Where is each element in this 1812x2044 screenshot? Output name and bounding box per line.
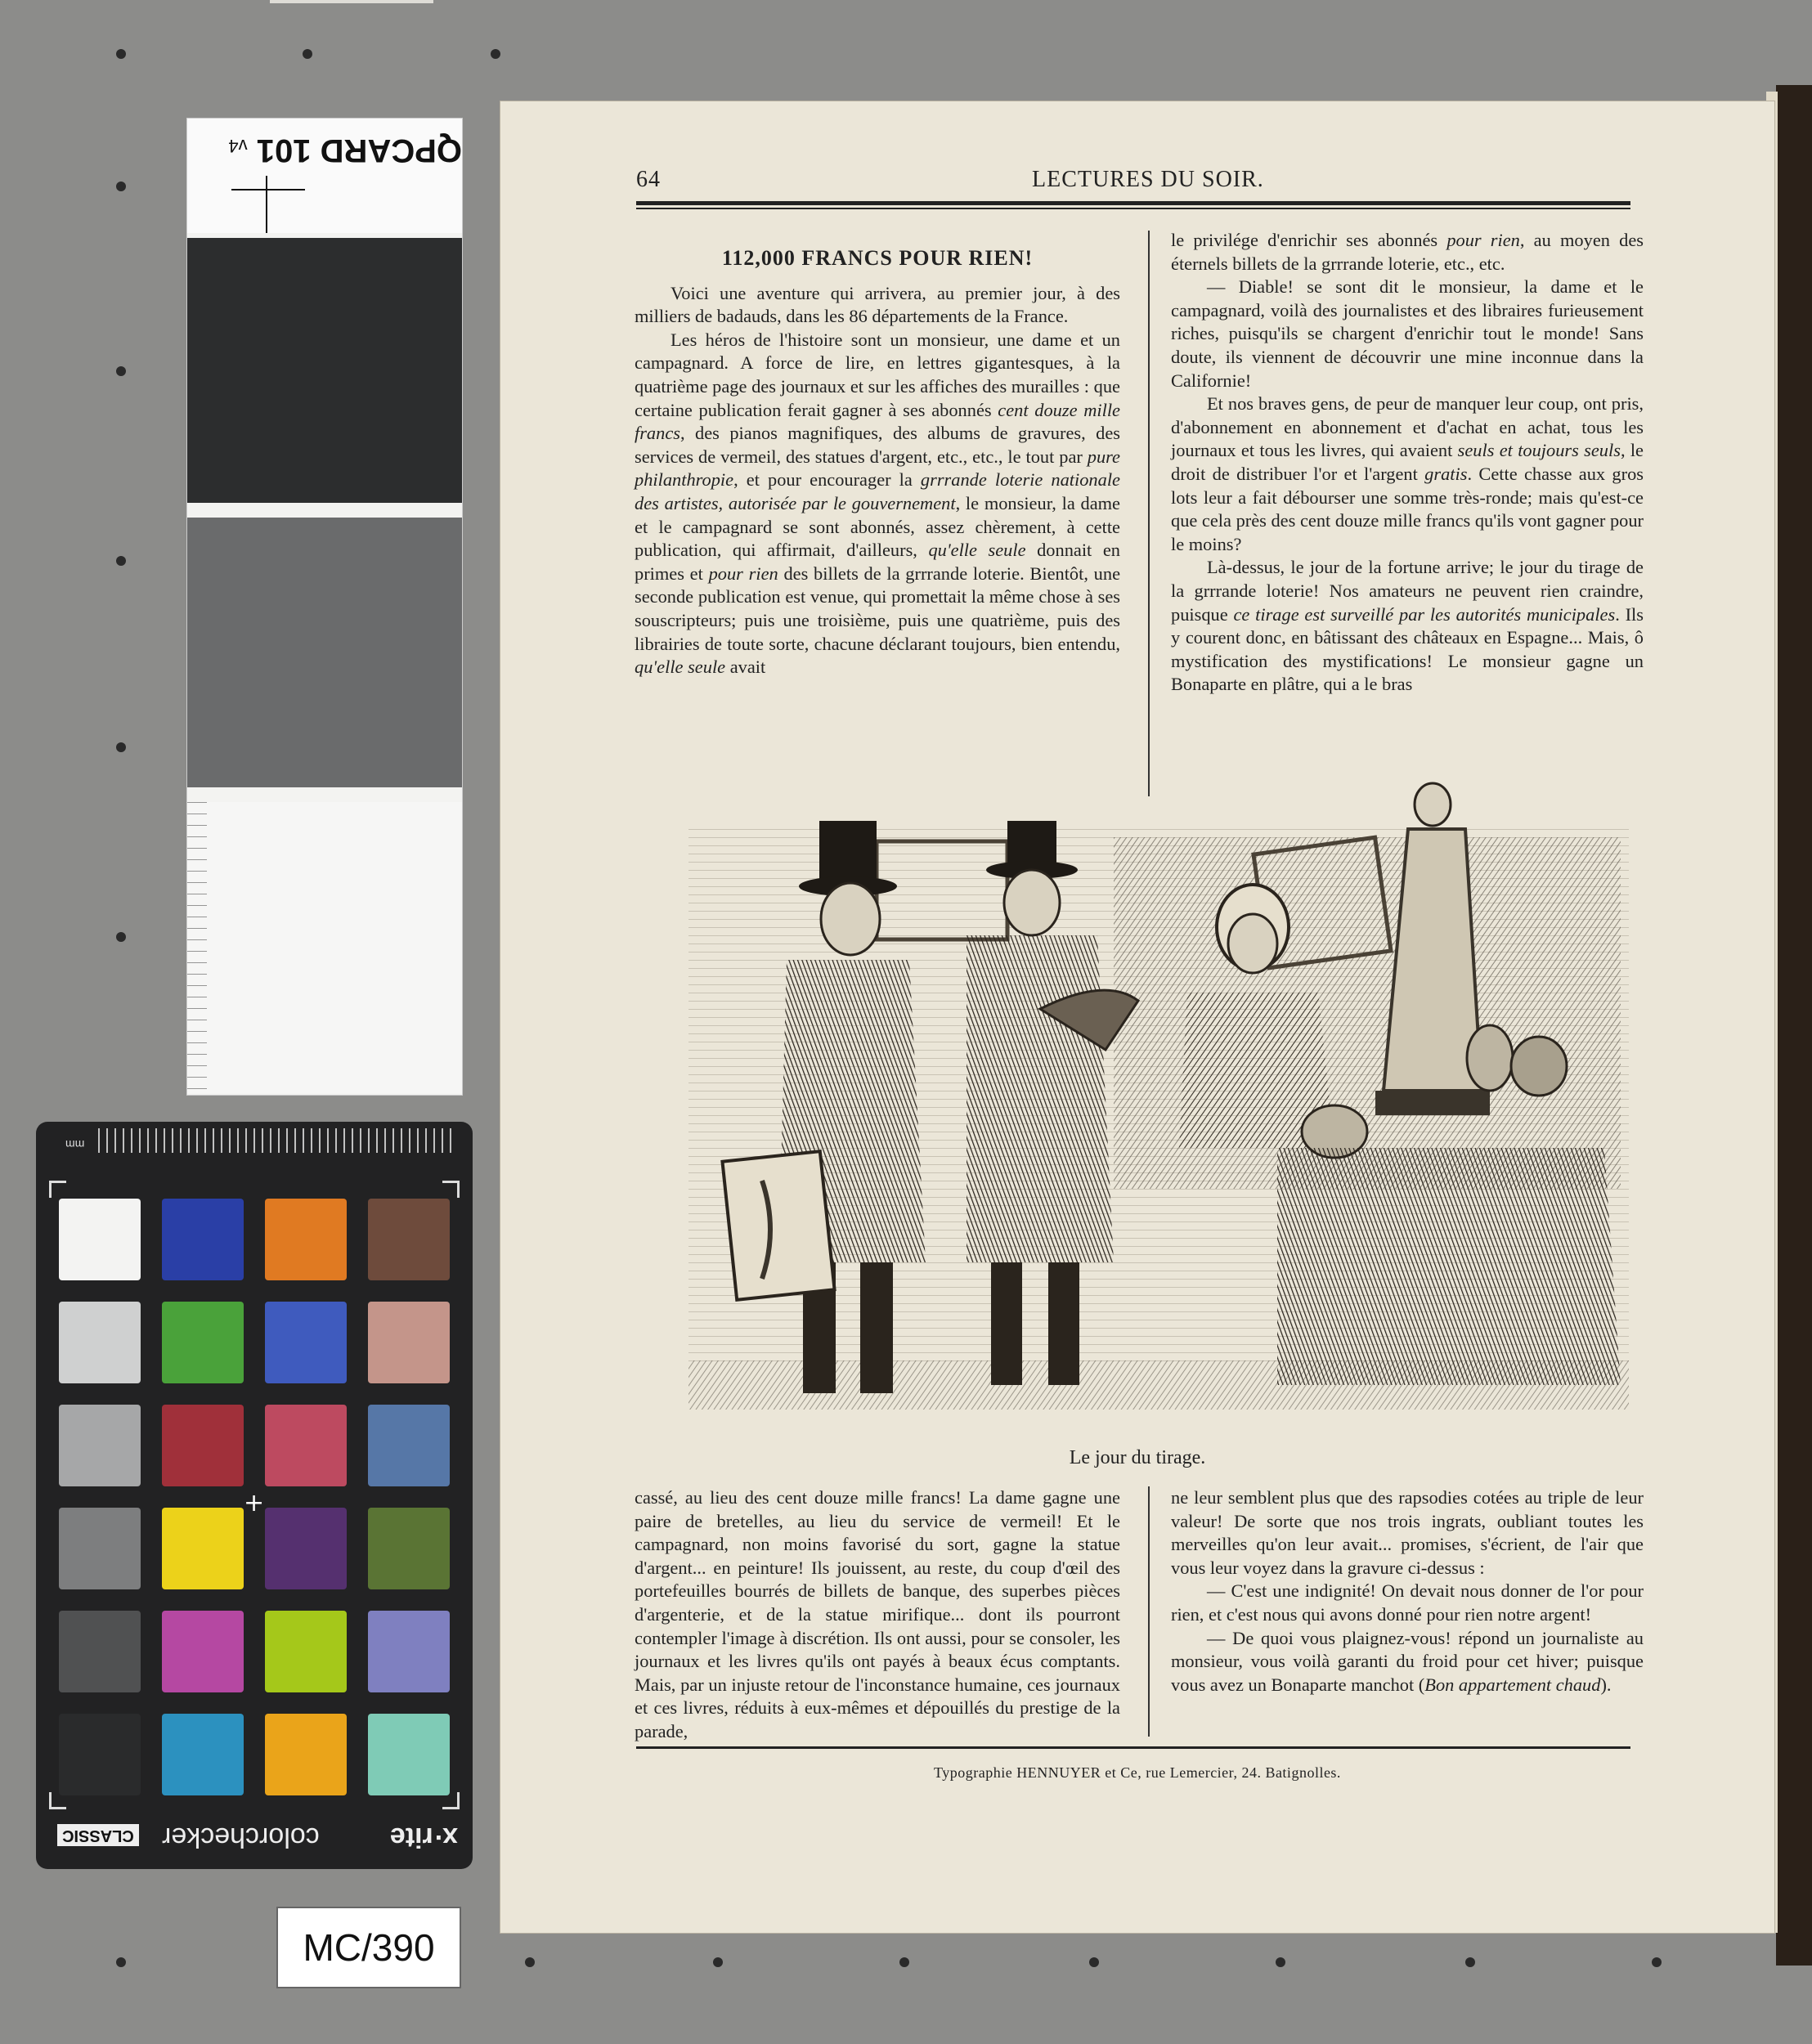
xrite-logo: x·rite bbox=[389, 1822, 458, 1853]
paragraph: cassé, au lieu des cent douze mille francs! La dame gagne une paire de bretelles, au lieu du service de vermeil! Et le campagnard, non moins favorisé du sort, gagne la statue d'argent... en peinture! Ils jouissent, au reste, du coup d'œil des portefeuilles bourrés de billets de banque, des superbes pièces d'argenterie, et de la statue mirifique... dont ils pourront contempler l'image à discrétion. Ils ont aussi, pour se consoler, les journaux et les livres qu'ils ont payés à beaux écus comptants. Mais, par un injuste retour de l'inconstance humaine, ces journaux et ces livres, réduits à eux-mêmes et dépouillés du prestige de la parade, bbox=[635, 1487, 1120, 1741]
color-patch bbox=[59, 1714, 141, 1795]
background-dot bbox=[1089, 1957, 1099, 1967]
color-patch bbox=[59, 1199, 141, 1280]
paragraph: Là-dessus, le jour de la fortune arrive; le jour du tirage de la grrrande loterie! Nos amateurs ne peuvent rien craindre, puisque ce tirage est surveillé par les autorités municipales. Ils y courent donc, en bâtissant des châteaux en Espagne... Mais, ô mystification des mystifications! Le monsieur gagne un Bonaparte en plâtre, qui a le bras bbox=[1171, 557, 1644, 695]
paragraph: ne leur semblent plus que des rapsodies cotées au triple de leur valeur! De sorte que nos trois ingrats, oubliant toutes les merveilles qu'on leur avait... promises, s'écrient, de l'air que vous leur voyez dans la gravure ci-dessus : bbox=[1171, 1487, 1644, 1578]
background-dot bbox=[116, 49, 126, 59]
paragraph: — De quoi vous plaignez-vous! répond un journaliste au monsieur, vous voilà garanti du froid pour cet hiver; puisque vous avez un Bonaparte manchot (Bon appartement chaud). bbox=[1171, 1627, 1644, 1695]
color-patch bbox=[162, 1611, 244, 1692]
color-patch bbox=[368, 1405, 450, 1486]
qpcard-ruler bbox=[187, 802, 207, 1093]
header-rule bbox=[636, 208, 1630, 209]
paragraph: Voici une aventure qui arrivera, au premier jour, à des milliers de badauds, dans les 86 départements de la France. bbox=[635, 282, 1120, 327]
crosshair-icon: + bbox=[244, 1489, 265, 1517]
color-patch bbox=[265, 1714, 347, 1795]
background-dot bbox=[303, 49, 312, 59]
color-patch bbox=[162, 1405, 244, 1486]
paragraph: Les héros de l'histoire sont un monsieur, une dame et un campagnard. A force de lire, en lettres gigantesques, à la quatrième page des journaux et sur les affiches des murailles : que certaine publication ferait gagner à ses abonnés cent douze mille francs, des pianos magnifiques, des albums de gravures, des services de vermeil, des statues d'argent, etc., etc., le tout par pure philanthropie, et pour encourager la grrrande loterie nationale des artistes, autorisée par le gouvernement, le monsieur, la dame et le campagnard se sont abonnés, assez chèrement, à cette publication, qui affirmait, d'ailleurs, qu'elle seule donnait en primes et pour rien des billets de la grrrande loterie. Bientôt, une seconde publication est venue, qui promettait la même chose à ses souscripteurs; puis une troisième, puis une quatrième, puis des librairies de toute sorte, chacune déclarant toujours, bien entendu, qu'elle seule avait bbox=[635, 329, 1121, 678]
column-divider bbox=[1148, 231, 1150, 796]
color-patch bbox=[162, 1199, 244, 1280]
qpcard-header bbox=[187, 119, 462, 233]
qpcard-grey-scale bbox=[186, 118, 463, 1096]
background-dot bbox=[1465, 1957, 1475, 1967]
corner-mark bbox=[442, 1181, 460, 1198]
color-patch bbox=[368, 1302, 450, 1383]
engraving-illustration bbox=[656, 739, 1678, 1459]
column-left-top bbox=[635, 247, 1120, 679]
qpcard-light-patch bbox=[187, 802, 462, 1093]
top-edge-strip bbox=[270, 0, 433, 3]
crosshair-icon bbox=[266, 176, 267, 233]
column-left-bottom bbox=[635, 1486, 1120, 1744]
background-dot bbox=[116, 932, 126, 942]
color-patch bbox=[368, 1611, 450, 1692]
qpcard-title: QPCARD 101 v4 bbox=[228, 132, 462, 168]
color-patch bbox=[59, 1508, 141, 1589]
background-dot bbox=[899, 1957, 909, 1967]
color-patch bbox=[162, 1714, 244, 1795]
footer-rule bbox=[636, 1746, 1630, 1749]
checker-mm-label: mm bbox=[65, 1138, 85, 1151]
color-patch bbox=[265, 1405, 347, 1486]
color-patch bbox=[59, 1302, 141, 1383]
crosshair-icon bbox=[231, 189, 305, 191]
page-number: 64 bbox=[636, 167, 661, 192]
corner-mark bbox=[49, 1181, 66, 1198]
background-dot bbox=[116, 182, 126, 191]
color-patch bbox=[265, 1199, 347, 1280]
background-dot bbox=[525, 1957, 535, 1967]
color-patch bbox=[265, 1611, 347, 1692]
header-rule bbox=[636, 201, 1630, 205]
background-dot bbox=[116, 556, 126, 566]
background-dot bbox=[116, 366, 126, 376]
paragraph: Et nos braves gens, de peur de manquer leur coup, ont pris, d'abonnement en abonnement et d'achat en achat, tous les journaux et tous les livres, qui avaient seuls et toujours seuls, le droit de distribuer l'or et l'argent gratis. Cette chasse aux gros lots leur a fait débourser une somme très-ronde; mais qu'est-ce que cela près des cent douze mille francs qu'ils vont gagner pour le moins? bbox=[1171, 393, 1644, 554]
colorchecker-card bbox=[36, 1122, 473, 1869]
running-head: LECTURES DU SOIR. bbox=[1032, 167, 1264, 192]
checker-ruler bbox=[98, 1128, 458, 1153]
colorchecker-logo: colorchecker bbox=[162, 1822, 320, 1853]
catalog-label: MC/390 bbox=[276, 1907, 461, 1988]
background-dot bbox=[1652, 1957, 1662, 1967]
column-right-bottom bbox=[1171, 1486, 1644, 1697]
color-patch bbox=[368, 1508, 450, 1589]
color-patch bbox=[265, 1508, 347, 1589]
checker-branding bbox=[57, 1817, 458, 1853]
color-patch bbox=[59, 1611, 141, 1692]
background-dot bbox=[116, 742, 126, 752]
background-dot bbox=[1276, 1957, 1285, 1967]
illustration-caption: Le jour du tirage. bbox=[1069, 1447, 1206, 1468]
color-patch bbox=[162, 1508, 244, 1589]
color-patch bbox=[265, 1302, 347, 1383]
color-patch bbox=[368, 1199, 450, 1280]
column-right-top bbox=[1171, 229, 1644, 697]
printer-imprint: Typographie HENNUYER et Ce, rue Lemercier, 24. Batignolles. bbox=[934, 1764, 1341, 1781]
paragraph: — C'est une indignité! On devait nous donner de l'or pour rien, et c'est nous qui avons donné pour rien notre argent! bbox=[1171, 1580, 1644, 1625]
newspaper-page bbox=[500, 101, 1774, 1933]
color-patch bbox=[368, 1714, 450, 1795]
background-dot bbox=[116, 1957, 126, 1967]
draped-table bbox=[1277, 1148, 1621, 1385]
book-spine bbox=[1776, 85, 1812, 1966]
article-title: 112,000 FRANCS POUR RIEN! bbox=[721, 246, 1034, 270]
background-dot bbox=[713, 1957, 723, 1967]
background-dot bbox=[491, 49, 500, 59]
paragraph: — Diable! se sont dit le monsieur, la dame et le campagnard, voilà des journalistes et des libraires furieusement riches, puisqu'ils se chargent d'enrichir tout le monde! Sans doute, ils viennent de découvrir une mine inconnue dans la Californie! bbox=[1171, 276, 1644, 391]
color-patch bbox=[162, 1302, 244, 1383]
column-divider bbox=[1148, 1486, 1150, 1737]
qpcard-mid-patch bbox=[187, 503, 462, 787]
classic-badge: CLASSIC bbox=[57, 1824, 139, 1846]
paragraph: le privilége d'enrichir ses abonnés pour rien, au moyen des éternels billets de la grrrande loterie, etc., etc. bbox=[1171, 230, 1644, 274]
color-patch bbox=[59, 1405, 141, 1486]
